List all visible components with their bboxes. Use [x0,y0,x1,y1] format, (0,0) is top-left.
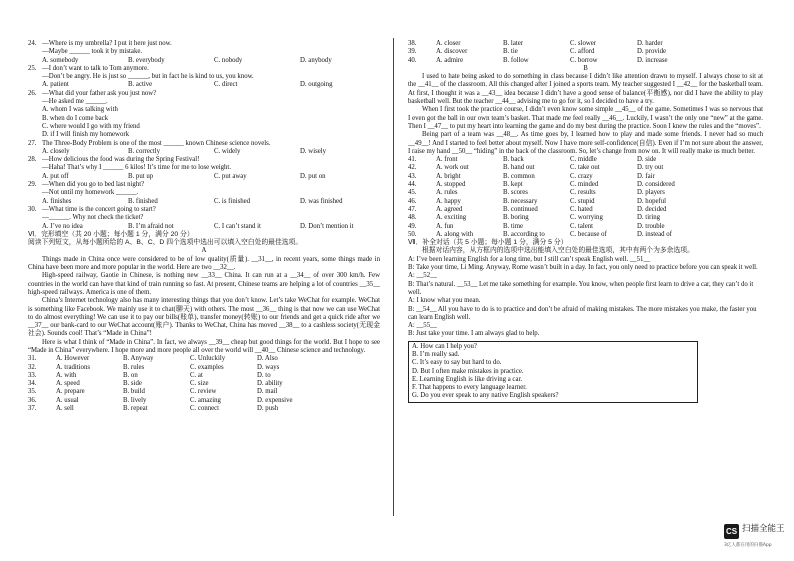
question-number: 29. [28,181,37,189]
option: D. Don’t mention it [300,222,354,230]
option-cell: A. closer [436,40,461,47]
option-cell: D. fair [637,172,655,180]
option-cell: D. decided [637,205,667,213]
option-cell: C. crazy [570,172,593,180]
question-text: —He asked me ______. [42,98,108,106]
passage-paragraph: High-speed railway, Gaotie in Chinese, is nothing new __33__ China. It can run at a __34__ of over 300 km/h. Few countries in the world can have that kind of train running so fast. At present, Chinese teams are helping a lot of countries __35__ high-speed railways. America is one of them. [28,272,380,296]
option-cell: B. back [503,156,524,164]
option-cell: D. provide [637,48,667,56]
option: D. put on [300,172,326,180]
option: C. direct [214,81,238,89]
option-cell: 47. [408,205,417,213]
question-text: —Where is my umbrella? I put it here just now. [42,40,172,47]
question-line [28,140,380,148]
dialogue-line: B: Just take your time. I am always glad to help. [408,330,540,338]
option-cell: 31. [28,355,37,363]
option-cell: A. rules [436,189,458,197]
question-line [28,164,380,172]
option: A. closely [42,147,70,155]
question-line [28,48,380,56]
cloze-options-38-40 [408,40,763,65]
option-cell: A. admire [436,56,464,64]
option-cell: B. follow [503,56,529,64]
option-cell: A. work out [436,164,469,172]
option-cell: 41. [408,156,417,164]
option-cell: C. afford [570,48,595,56]
option-cell: D. expensive [257,396,293,404]
option: C. is finished [214,197,251,205]
option-cell: 35. [28,388,37,396]
option-cell: B. Anyway [123,355,154,363]
option-cell: 46. [408,197,417,205]
question-line [28,214,380,222]
option-cell: B. continued [503,205,538,213]
dialogue-line: B: Take your time, Li Ming. Anyway, Rome wasn’t built in a day. In fact, you only need to practice before you can speak it well. [408,264,758,272]
question-number: 24. [28,40,37,47]
question-text: —How delicious the food was during the Spring Festival! [42,156,200,164]
section-6-instructions: 阅读下列短文，从每小题所给的 A、B、C、D 四个选项中选出可以填入空白处的最佳选项。 [28,239,303,247]
option-row [28,81,380,89]
option-cell: A. exciting [436,214,467,222]
box-option: F. That happens to every language learner. [412,384,527,392]
option: A. somebody [42,56,79,64]
right-column [408,40,763,403]
option-cell: 36. [28,396,37,404]
dialogue-line: B: That’s natural. __53__ Let me take something for example. You know, when people first learn to drive a car, they can’t do it well. [408,280,754,296]
option-row [28,198,380,206]
option: D. anybody [300,56,332,64]
option: C. put away [214,172,247,180]
option-cell: C. examples [190,363,224,371]
option-cell: A. discover [436,48,468,56]
option-cell: 32. [28,363,37,371]
option-cell: D. push [257,405,279,413]
answer-options-box [408,341,698,403]
option-cell: B. on [123,371,138,379]
option-cell: A. sell [56,405,74,413]
passage-b [408,73,763,156]
question-number: 28. [28,156,37,164]
passage-a [28,256,380,356]
passage-paragraph: Here is what I think of “Made in China”. In fact, we always __39__ cheap but good things for the world. But I hope to see “Made in China” everywhere. I hope more and more people all over the world will __40__ Chinese science and technology. [28,338,380,354]
question-line [28,189,380,197]
option: A. finishes [42,197,72,205]
option: A. whom I was talking with [42,106,118,114]
option-cell: D. ability [257,380,283,388]
option: A. put off [42,172,69,180]
option: B. correctly [128,147,161,155]
section-7-title: Ⅶ．补全对话（共 5 小题；每小题 1 分，满分 5 分） [408,239,568,247]
box-option: B. I’m really sad. [412,350,460,358]
question-line [28,40,380,48]
option-cell: D. ways [257,363,280,371]
option: B. finished [128,197,158,205]
option: B. active [128,81,153,89]
option-cell: A. bright [436,172,461,180]
option-cell: 42. [408,164,417,172]
option-row [28,223,380,231]
option-cell: A. happy [436,197,461,205]
option-cell: D. Also [257,355,278,363]
passage-paragraph: Things made in China once were considered to be of low quality(质量). __31__, in recent years, some things made in China have been more and more popular in the world. Here are two __32__. [28,255,380,272]
option-cell: A. prepare [56,388,85,396]
option: A. patient [42,81,69,89]
option-cell: A. with [56,371,77,379]
option-cell: C. because of [570,230,607,238]
option: B. when do I come back [42,114,109,122]
option-cell: C. stupid [570,197,595,205]
option-cell: B. hand out [503,164,535,172]
option-cell: B. build [123,388,145,396]
question-text: —What time is the concert going to start? [42,205,156,213]
option-cell: 50. [408,230,417,238]
dialogue-line: A: __52__ [408,272,437,280]
option-cell: B. rules [123,363,145,371]
option-cell: 34. [28,380,37,388]
option-cell: A. speed [56,380,80,388]
option-cell: C. review [190,388,217,396]
watermark-tagline: 3亿人都在用的扫描App [724,543,772,548]
option: B. everybody [128,56,165,64]
dialogue-line: A: I know what you mean. [408,297,481,305]
question-line [28,65,380,73]
option-cell: C. Unluckily [190,355,226,363]
option-cell: C. worrying [570,214,603,222]
option-cell: C. talent [570,222,594,230]
question-line [28,181,380,189]
option-cell: D. side [637,156,657,164]
option-cell: B. boring [503,214,529,222]
dialogue-line: A: __55__ [408,322,437,330]
box-option: G. Do you ever speak to any native English speakers? [412,392,559,400]
question-text: —When did you go to bed last night? [42,181,145,189]
option-row [28,173,380,181]
option-cell: B. time [503,222,524,230]
option-cell: 49. [408,222,417,230]
section-7-instructions: 根据对话内容，从方框内的选项中选出能填入空白处的最佳选项，其中有两个为多余选项。 [422,247,694,255]
question-line [28,73,380,81]
option-cell: C. connect [190,405,220,413]
option-cell: A. usual [56,396,79,404]
option: D. if I will finish my homework [42,131,130,139]
passage-paragraph: Being part of a team was __48__. As time goes by, I learned how to play and made some friends. I never had so much __49__! And I started to feel better about myself. Now I have more self-confidence(自信). Even if I’m not sure about the answer, I raise my hand __50__ “hiding” in the back of the classroom. So, let’s change from now on. It will really make us much better. [408,131,763,155]
question-text: —Maybe ______ took it by mistake. [42,48,143,56]
option-cell: D. harder [637,40,663,47]
dialogue [408,256,763,339]
question-line [28,206,380,214]
option-cell: D. hopeful [637,197,667,205]
question-text: —What did your father ask you just now? [42,89,157,97]
option-cell: A. front [436,156,458,164]
question-text: —______. Why not check the ticket? [42,214,144,222]
option-cell: D. tiring [637,214,661,222]
question-number: 27. [28,139,37,147]
option-cell: D. increase [637,56,668,64]
option-cell: 45. [408,189,417,197]
camscanner-logo-icon: CS [724,524,739,539]
option: B. put up [128,172,154,180]
section-6-title: Ⅵ．完形填空（共 20 小题；每小题 1 分，满分 20 分） [28,230,194,238]
question-number: 30. [28,205,37,213]
option: D. was finished [300,197,343,205]
option: D. wisely [300,147,327,155]
option-cell: C. results [570,189,596,197]
option-cell: C. slower [570,40,597,47]
option-cell: 40. [408,56,417,64]
option-cell: A. traditions [56,363,90,371]
option-cell: D. trouble [637,222,665,230]
passage-paragraph: I used to hate being asked to do something in class because I didn’t like attention drawn to myself. I always chose to sit at the __41__ of the classroom. All this changed after I joined a sports team. My teacher suggested I __42__ for the basketball team. At first, I thought it was a __43__ idea because I didn’t have a good sense of balance(平衡感), nor did I have the ability to play basketball well. But the teacher __44__ advising me to go for it, so I decided to have a try. [408,73,763,106]
option-cell: B. kept [503,181,523,189]
option-cell: B. lively [123,396,147,404]
question-text: —Not until my homework ______. [42,189,139,197]
option-cell: A. stopped [436,181,466,189]
option-cell: D. players [637,189,665,197]
option-cell: 48. [408,214,417,222]
option-cell: 39. [408,48,417,56]
option-cell: D. instead of [637,230,672,238]
option-cell: B. scores [503,189,528,197]
option: C. I can’t stand it [214,222,261,230]
option-cell: A. agreed [436,205,463,213]
camscanner-watermark [724,522,785,552]
option-cell: A. fun [436,222,454,230]
option-cell: C. amazing [190,396,221,404]
dialogue-line: A: I’ve been learning English for a long time, but I still can’t speak English well. __51__ [408,255,651,263]
question-text: —I don’t want to talk to Tom anymore. [42,64,149,72]
option-cell: D. considered [637,181,675,189]
option-cell: B. according to [503,230,545,238]
column-divider [393,38,394,516]
question-text: —Haha! That’s why I ______ 6 kilos! It’s time for me to lose weight. [42,164,232,172]
question-line [28,156,380,164]
passage-a-label: A [201,247,207,255]
option-cell: B. later [503,40,524,47]
option-cell: D. mail [257,388,278,396]
passage-b-label: B [583,64,588,72]
option-cell: 33. [28,371,37,379]
question-text: —Don’t be angry. He is just so ______, but in fact he is kind to us, you know. [42,73,254,81]
option: A. I’ve no idea [42,222,83,230]
option-cell: B. repeat [123,405,148,413]
option-cell: C. minded [570,181,599,189]
option-cell: C. take out [570,164,600,172]
left-column [28,40,380,413]
passage-paragraph: China’s Internet technology also has many interesting things that you don’t know. Let’s take WeChat for example. WeChat is something like Facebook. We mainly use it to chat(聊天) with others. The most __36__ thing is that now we can use WeChat to do almost everything! We can use it to pay our bills(账单), transfer money(转账) to our friends and get a quick ride after we __37__ our bank-card to our WeChat account(账户). Thanks to WeChat, China has moved __38__ to a cashless society(无现金社会). Sounds cool! That’s “Made in China”! [28,297,380,338]
cloze-options-41-50 [408,156,763,239]
option-cell: 37. [28,405,37,413]
option-row [28,148,380,156]
option-cell: B. common [503,172,535,180]
option: D. outgoing [300,81,333,89]
dialogue-line: B: __54__ All you have to do is to practice and don’t be afraid of making mistakes. The more mistakes you make, the faster you can learn English well. [408,305,757,321]
box-option: E. Learning English is like driving a car. [412,375,523,383]
question-text: The Three-Body Problem is one of the most ______ known Chinese science novels. [42,139,271,147]
question-line [28,98,380,106]
question-number: 25. [28,64,37,72]
box-option: D. But I often make mistakes in practice. [412,367,524,375]
option-cell: 38. [408,40,417,47]
option-cell: B. tie [503,48,518,56]
option-cell: C. hated [570,205,593,213]
option: C. where would I go with my friend [42,122,140,130]
option-cell: D. try out [637,164,664,172]
question-number: 26. [28,89,37,97]
watermark-name: 扫描全能王 [742,524,785,534]
option-cell: C. borrow [570,56,598,64]
option-cell: C. at [190,371,203,379]
option-cell: A. along with [436,230,474,238]
box-option: C. It’s easy to say but hard to do. [412,359,502,367]
option: C. widely [214,147,241,155]
option-cell: C. size [190,380,209,388]
option-cell: D. to [257,371,271,379]
option-cell: 44. [408,181,417,189]
box-option: A. How can I help you? [412,342,477,350]
option: C. nobody [214,56,243,64]
single-choice-questions [28,40,380,231]
cloze-options-31-37 [28,355,380,413]
passage-paragraph: When I first took the practice course, I didn’t even know some simple __45__ of the game. Sometimes I was so nervous that I even got the ball in our own team’s basket. That made me feel really __46__. Luckily, I wasn’t the only one “new” at the game. Then I __47__ to put my heart into learning the game and do my best during the practice. Soon I knew the rules and the “moves”. [408,106,763,130]
option-cell: 43. [408,172,417,180]
option-cell: B. necessary [503,197,538,205]
option-cell: C. middle [570,156,597,164]
option-cell: B. side [123,380,142,388]
option: B. I’m afraid not [128,222,174,230]
question-line [28,90,380,98]
option-row [28,57,380,65]
option-cell: A. However [56,355,90,363]
